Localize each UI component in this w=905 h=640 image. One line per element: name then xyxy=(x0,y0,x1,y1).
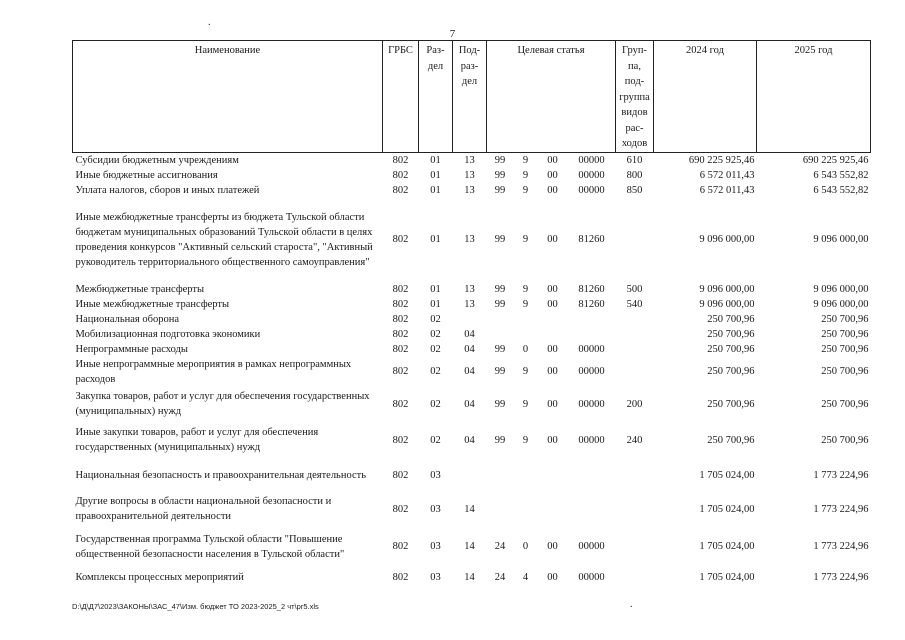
row-target-subprogram: 9 xyxy=(522,169,529,181)
row-amount-2024: 250 700,96 xyxy=(707,343,755,355)
table-header-row xyxy=(73,41,871,153)
row-amount-2024: 1 705 024,00 xyxy=(699,503,755,515)
row-target-subprogram: 4 xyxy=(522,571,529,583)
row-target-direction: 00000 xyxy=(578,169,605,181)
row-amount-2025: 1 773 224,96 xyxy=(813,503,869,515)
row-target-program xyxy=(487,459,514,492)
row-amount-2024: 250 700,96 xyxy=(707,366,755,377)
header-razdel: Раз- дел xyxy=(419,41,453,153)
row-target-direction xyxy=(568,312,616,327)
row-target-direction: 00000 xyxy=(578,571,605,583)
row-name: Иные непрограммные мероприятия в рамках непрограммных расходов xyxy=(75,358,352,385)
row-target-direction: 00000 xyxy=(578,398,605,410)
row-target-direction: 00000 xyxy=(578,184,605,196)
row-grbs: 802 xyxy=(392,283,409,295)
row-target-event xyxy=(538,312,568,327)
row-grbs: 802 xyxy=(392,313,409,325)
row-name: Межбюджетные трансферты xyxy=(75,283,205,295)
row-amount-2025: 6 543 552,82 xyxy=(813,184,869,196)
row-podrazdel xyxy=(453,459,487,492)
row-amount-2025: 250 700,96 xyxy=(821,343,869,355)
row-podrazdel: 13 xyxy=(464,234,475,245)
row-target-direction xyxy=(568,492,616,527)
row-amount-2025: 9 096 000,00 xyxy=(813,298,869,310)
row-podrazdel: 13 xyxy=(464,154,475,166)
row-amount-2024: 1 705 024,00 xyxy=(699,469,755,481)
row-amount-2025: 6 543 552,82 xyxy=(813,169,869,181)
row-name: Иные закупки товаров, работ и услуг для обеспечения государственных (муниципальных) нужд xyxy=(75,427,319,453)
row-amount-2024: 1 705 024,00 xyxy=(699,571,755,583)
row-podrazdel: 13 xyxy=(464,298,475,310)
row-podrazdel: 14 xyxy=(464,503,475,515)
row-target-subprogram: 9 xyxy=(522,298,529,310)
row-name: Иные межбюджетные трансферты xyxy=(75,298,230,310)
scan-speck: . xyxy=(208,17,211,28)
row-podrazdel: 04 xyxy=(464,398,475,410)
row-podrazdel: 14 xyxy=(464,541,475,552)
row-expense-group xyxy=(616,198,654,282)
row-expense-group: 800 xyxy=(626,169,643,181)
row-target-program: 99 xyxy=(494,283,506,295)
row-name: Уплата налогов, сборов и иных платежей xyxy=(75,184,260,196)
table-row xyxy=(73,567,871,588)
row-target-event: 00 xyxy=(547,398,558,410)
row-expense-group: 200 xyxy=(626,398,643,410)
row-grbs: 802 xyxy=(392,434,409,446)
row-target-subprogram: 0 xyxy=(522,541,529,552)
row-podrazdel: 13 xyxy=(464,184,475,196)
table-row xyxy=(73,459,871,492)
row-amount-2024: 6 572 011,43 xyxy=(699,184,755,196)
row-amount-2024: 250 700,96 xyxy=(707,434,755,446)
row-target-program xyxy=(487,327,514,342)
row-name: Национальная оборона xyxy=(75,313,179,325)
row-amount-2025: 690 225 925,46 xyxy=(802,154,869,166)
row-target-event: 00 xyxy=(547,283,558,295)
row-name: Национальная безопасность и правоохранительная деятельность xyxy=(75,469,367,481)
row-target-program: 24 xyxy=(494,571,506,583)
row-grbs: 802 xyxy=(392,366,409,377)
row-razdel: 01 xyxy=(430,298,441,310)
row-razdel: 02 xyxy=(430,398,441,410)
table-row xyxy=(73,282,871,297)
row-podrazdel: 04 xyxy=(464,434,475,446)
row-target-event: 00 xyxy=(547,234,558,245)
row-expense-group xyxy=(616,459,654,492)
row-grbs: 802 xyxy=(392,503,409,515)
row-expense-group xyxy=(616,567,654,588)
row-razdel: 03 xyxy=(430,503,441,515)
row-amount-2024: 250 700,96 xyxy=(707,313,755,325)
row-razdel: 01 xyxy=(430,154,441,166)
row-target-event: 00 xyxy=(547,298,558,310)
scan-speck: . xyxy=(630,599,633,610)
header-target-article: Целевая статья xyxy=(487,41,616,153)
row-target-program: 99 xyxy=(494,366,506,377)
row-razdel: 02 xyxy=(430,328,441,340)
row-target-direction xyxy=(568,327,616,342)
row-target-program: 99 xyxy=(494,298,506,310)
row-amount-2025: 1 773 224,96 xyxy=(813,571,869,583)
row-target-subprogram: 0 xyxy=(522,343,529,355)
row-expense-group: 540 xyxy=(626,298,643,310)
row-target-event: 00 xyxy=(547,541,558,552)
row-target-event: 00 xyxy=(547,343,558,355)
row-target-direction xyxy=(568,459,616,492)
row-target-subprogram: 9 xyxy=(522,366,529,377)
row-name: Закупка товаров, работ и услуг для обеспечения государственных (муниципальных) нужд xyxy=(75,391,370,417)
row-razdel: 03 xyxy=(430,571,441,583)
row-podrazdel xyxy=(453,312,487,327)
row-target-program: 99 xyxy=(494,234,506,245)
table-row xyxy=(73,387,871,422)
table-row xyxy=(73,527,871,567)
row-amount-2024: 250 700,96 xyxy=(707,328,755,340)
row-razdel: 01 xyxy=(430,169,441,181)
row-target-event: 00 xyxy=(547,154,558,166)
header-name: Наименование xyxy=(73,41,383,153)
row-name: Комплексы процессных мероприятий xyxy=(75,571,244,583)
row-grbs: 802 xyxy=(392,169,409,181)
row-target-subprogram: 9 xyxy=(522,154,529,166)
row-amount-2024: 690 225 925,46 xyxy=(688,154,755,166)
row-target-direction: 81260 xyxy=(578,234,605,245)
row-target-event: 00 xyxy=(547,184,558,196)
file-path-footer: D:\Д\Д7\2023\ЗАКОНЫ\ЗАС_47\Изм. бюджет ТО 2023-2025_2 чт\pr5.xls xyxy=(72,602,319,611)
row-grbs: 802 xyxy=(392,469,409,481)
row-expense-group xyxy=(616,342,654,357)
table-row xyxy=(73,327,871,342)
row-razdel: 01 xyxy=(430,184,441,196)
row-target-direction: 00000 xyxy=(578,154,605,166)
row-expense-group xyxy=(616,327,654,342)
row-grbs: 802 xyxy=(392,541,409,552)
row-amount-2024: 9 096 000,00 xyxy=(699,298,755,310)
header-expense-group: Груп- па, под- группа видов рас- ходов xyxy=(616,41,654,153)
table-row xyxy=(73,342,871,357)
row-amount-2025: 1 773 224,96 xyxy=(813,541,869,552)
row-name: Иные межбюджетные трансферты из бюджета Тульской области бюджетам муниципальных образований Тульской области в целях проведения конкурсов "Активный сельский староста", "Активный руководитель территориального общественного самоуправления" xyxy=(75,211,373,268)
row-name: Непрограммные расходы xyxy=(75,343,188,355)
table-row xyxy=(73,183,871,198)
row-grbs: 802 xyxy=(392,398,409,410)
row-grbs: 802 xyxy=(392,343,409,355)
row-amount-2025: 250 700,96 xyxy=(821,434,869,446)
row-grbs: 802 xyxy=(392,154,409,166)
row-target-program: 99 xyxy=(494,343,506,355)
row-amount-2024: 250 700,96 xyxy=(707,398,755,410)
row-razdel: 02 xyxy=(430,434,441,446)
row-amount-2025: 9 096 000,00 xyxy=(813,283,869,295)
header-2024: 2024 год xyxy=(654,41,757,153)
row-amount-2025: 250 700,96 xyxy=(821,398,869,410)
row-razdel: 03 xyxy=(430,541,441,552)
row-target-direction: 00000 xyxy=(578,434,605,446)
row-expense-group xyxy=(616,357,654,387)
row-target-program: 99 xyxy=(494,169,506,181)
row-expense-group: 610 xyxy=(626,154,643,166)
row-target-subprogram: 9 xyxy=(522,398,529,410)
table-row xyxy=(73,152,871,168)
row-target-subprogram: 9 xyxy=(522,184,529,196)
row-grbs: 802 xyxy=(392,328,409,340)
row-amount-2025: 250 700,96 xyxy=(821,328,869,340)
table-row xyxy=(73,312,871,327)
row-grbs: 802 xyxy=(392,184,409,196)
row-target-subprogram: 9 xyxy=(522,283,529,295)
row-expense-group: 240 xyxy=(626,434,643,446)
row-amount-2024: 6 572 011,43 xyxy=(699,169,755,181)
row-expense-group xyxy=(616,492,654,527)
row-target-program xyxy=(487,492,514,527)
row-target-event: 00 xyxy=(547,434,558,446)
header-grbs: ГРБС xyxy=(383,41,419,153)
row-amount-2024: 9 096 000,00 xyxy=(699,283,755,295)
row-target-subprogram xyxy=(514,327,538,342)
row-target-direction: 00000 xyxy=(578,541,605,552)
row-target-program: 99 xyxy=(494,434,506,446)
row-target-program: 24 xyxy=(494,541,506,552)
budget-table xyxy=(72,40,871,588)
row-expense-group: 500 xyxy=(626,283,643,295)
row-target-event xyxy=(538,492,568,527)
row-target-program: 99 xyxy=(494,154,506,166)
header-2025: 2025 год xyxy=(757,41,871,153)
row-target-event: 00 xyxy=(547,366,558,377)
row-amount-2025: 9 096 000,00 xyxy=(813,234,869,245)
table-row xyxy=(73,357,871,387)
row-target-subprogram: 9 xyxy=(522,434,529,446)
row-target-direction: 00000 xyxy=(578,343,605,355)
row-target-subprogram xyxy=(514,492,538,527)
row-target-direction: 00000 xyxy=(578,366,605,377)
row-amount-2025: 250 700,96 xyxy=(821,366,869,377)
row-podrazdel: 04 xyxy=(464,366,475,377)
header-podrazdel: Под- раз- дел xyxy=(453,41,487,153)
table-row xyxy=(73,492,871,527)
page-number: 7 xyxy=(449,28,456,40)
row-name: Государственная программа Тульской области "Повышение общественной безопасности населения в Тульской области" xyxy=(75,533,345,560)
table-row xyxy=(73,168,871,183)
row-razdel: 03 xyxy=(430,469,441,481)
row-grbs: 802 xyxy=(392,234,409,245)
row-target-program: 99 xyxy=(494,184,506,196)
row-podrazdel: 14 xyxy=(464,571,475,583)
row-target-program xyxy=(487,312,514,327)
row-podrazdel: 13 xyxy=(464,169,475,181)
row-target-event xyxy=(538,459,568,492)
row-name: Субсидии бюджетным учреждениям xyxy=(75,154,239,166)
row-expense-group: 850 xyxy=(626,184,643,196)
row-name: Иные бюджетные ассигнования xyxy=(75,169,218,181)
row-grbs: 802 xyxy=(392,298,409,310)
row-amount-2025: 1 773 224,96 xyxy=(813,469,869,481)
row-target-direction: 81260 xyxy=(578,283,605,295)
row-razdel: 02 xyxy=(430,366,441,377)
row-target-subprogram xyxy=(514,312,538,327)
row-target-event: 00 xyxy=(547,571,558,583)
table-row xyxy=(73,198,871,282)
row-target-subprogram: 9 xyxy=(522,234,529,245)
row-target-event xyxy=(538,327,568,342)
row-razdel: 02 xyxy=(430,343,441,355)
row-target-program: 99 xyxy=(494,398,506,410)
table-row xyxy=(73,422,871,459)
row-amount-2024: 1 705 024,00 xyxy=(699,541,755,552)
row-grbs: 802 xyxy=(392,571,409,583)
row-target-direction: 81260 xyxy=(578,298,605,310)
row-target-event: 00 xyxy=(547,169,558,181)
row-name: Мобилизационная подготовка экономики xyxy=(75,328,261,340)
row-expense-group xyxy=(616,527,654,567)
row-expense-group xyxy=(616,312,654,327)
row-razdel: 01 xyxy=(430,234,441,245)
row-razdel: 02 xyxy=(430,313,441,325)
row-amount-2025: 250 700,96 xyxy=(821,313,869,325)
row-name: Другие вопросы в области национальной безопасности и правоохранительной деятельности xyxy=(75,496,332,522)
row-razdel: 01 xyxy=(430,283,441,295)
table-row xyxy=(73,297,871,312)
row-amount-2024: 9 096 000,00 xyxy=(699,234,755,245)
row-podrazdel: 04 xyxy=(464,328,475,340)
row-podrazdel: 04 xyxy=(464,343,475,355)
row-podrazdel: 13 xyxy=(464,283,475,295)
row-target-subprogram xyxy=(514,459,538,492)
